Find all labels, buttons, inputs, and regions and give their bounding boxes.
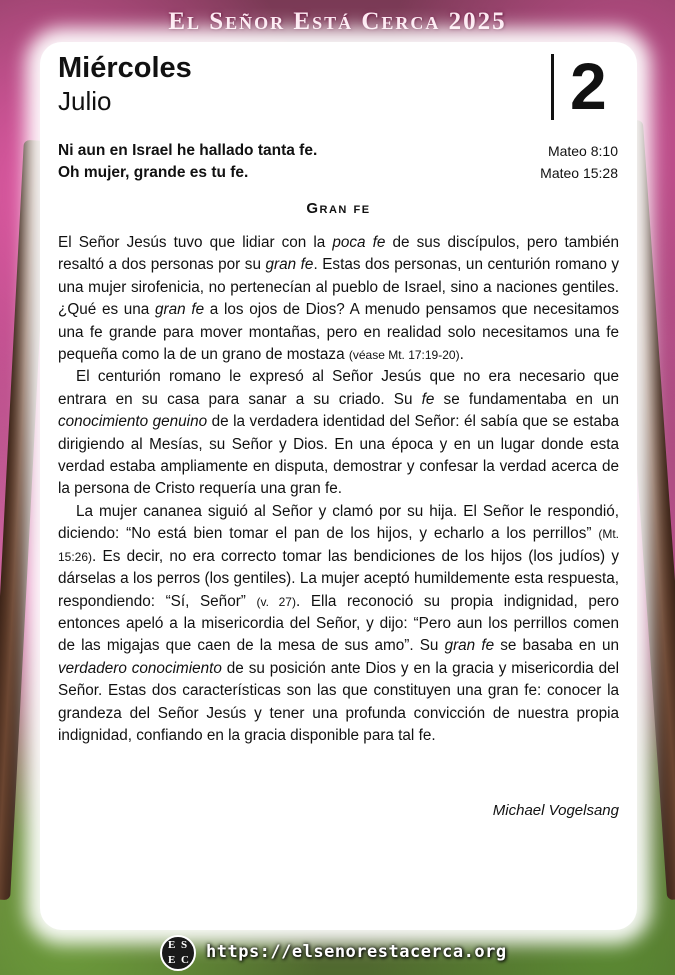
paragraph-3: La mujer cananea siguió al Señor y clamó por su hija. El Señor le respondió, diciendo: “No está bien tomar el pan de los hijos, y echarlo a los perrillos” (Mt. 15:26). Es decir, no era correcto tomar las bendiciones de los hijos (los judíos) y dárselas a los perros (los gentiles). La mujer aceptó humildemente esta respuesta, respondiendo: “Sí, Señor” (v. 27). Ella reconoció su propia indignidad, pero entonces apeló a la misericordia del Señor, y dijo: “Pero aun los perrillos comen de las migajas que caen de la mesa de sus amo”. Su gran fe se basaba en un verdadero conocimiento de su posición ante Dios y en la gracia y misericordia del Señor. Estas dos características son las que constituyen una gran fe: conocer la grandeza del Señor Jesús y tener una profunda convicción de nuestra propia indignidad, confiando en la gracia disponible para tal fe. (58, 502, 620, 744)
date-divider (551, 54, 554, 120)
verse-text: Oh mujer, grande es tu fe. (58, 164, 249, 181)
verse-row-1 (58, 142, 618, 164)
publication-title: El Señor Está Cerca 2025 (168, 8, 507, 35)
article-title: Gran fe (306, 200, 371, 217)
month-label: Julio (58, 86, 112, 116)
day-number: 2 (570, 49, 607, 123)
paragraph-1: El Señor Jesús tuvo que lidiar con la poca fe de sus discípulos, pero también resaltó a dos personas por su gran fe. Estas dos personas, un centurión romano y una mujer sirofenicia, no pertenecían al pueblo de Israel, sino a naciones gentiles. ¿Qué es una gran fe a los ojos de Dios? A menudo pensamos que necesitamos una fe grande para mover montañas, pero en realidad solo necesitamos una fe pequeña como la de un grano de mostaza (véase Mt. 17:19-20). (58, 234, 620, 364)
article-body (58, 232, 619, 747)
devotional-card (40, 42, 637, 930)
weekday-label: Miércoles (58, 52, 192, 84)
footer (0, 933, 675, 973)
website-link[interactable]: https://elsenorestacerca.org (206, 942, 507, 962)
site-logo-icon: E S E C (160, 935, 196, 971)
scripture-reference: (v. 27) (256, 594, 296, 609)
verse-row-2 (58, 164, 618, 186)
scripture-reference: (véase Mt. 17:19-20) (348, 348, 460, 363)
paragraph-2: El centurión romano le expresó al Señor Jesús que no era necesario que entrara en su casa para sanar a su criado. Su fe se fundamentaba en un conocimiento genuino de la verdadera identidad del Señor: él sabía que se estaba dirigiendo al Mesías, su Señor y Dios. En una época y en un lugar donde esta verdad estaba ampliamente en disputa, demostrar y confesar la verdad acerca de la persona de Cristo requería una gran fe. (58, 368, 620, 498)
verse-reference: Mateo 15:28 (540, 165, 618, 181)
scripture-reference: (Mt. 15:26) (58, 527, 619, 564)
verse-text: Ni aun en Israel he hallado tanta fe. (58, 142, 318, 159)
verse-reference: Mateo 8:10 (547, 143, 618, 159)
author-name: Michael Vogelsang (492, 802, 619, 819)
